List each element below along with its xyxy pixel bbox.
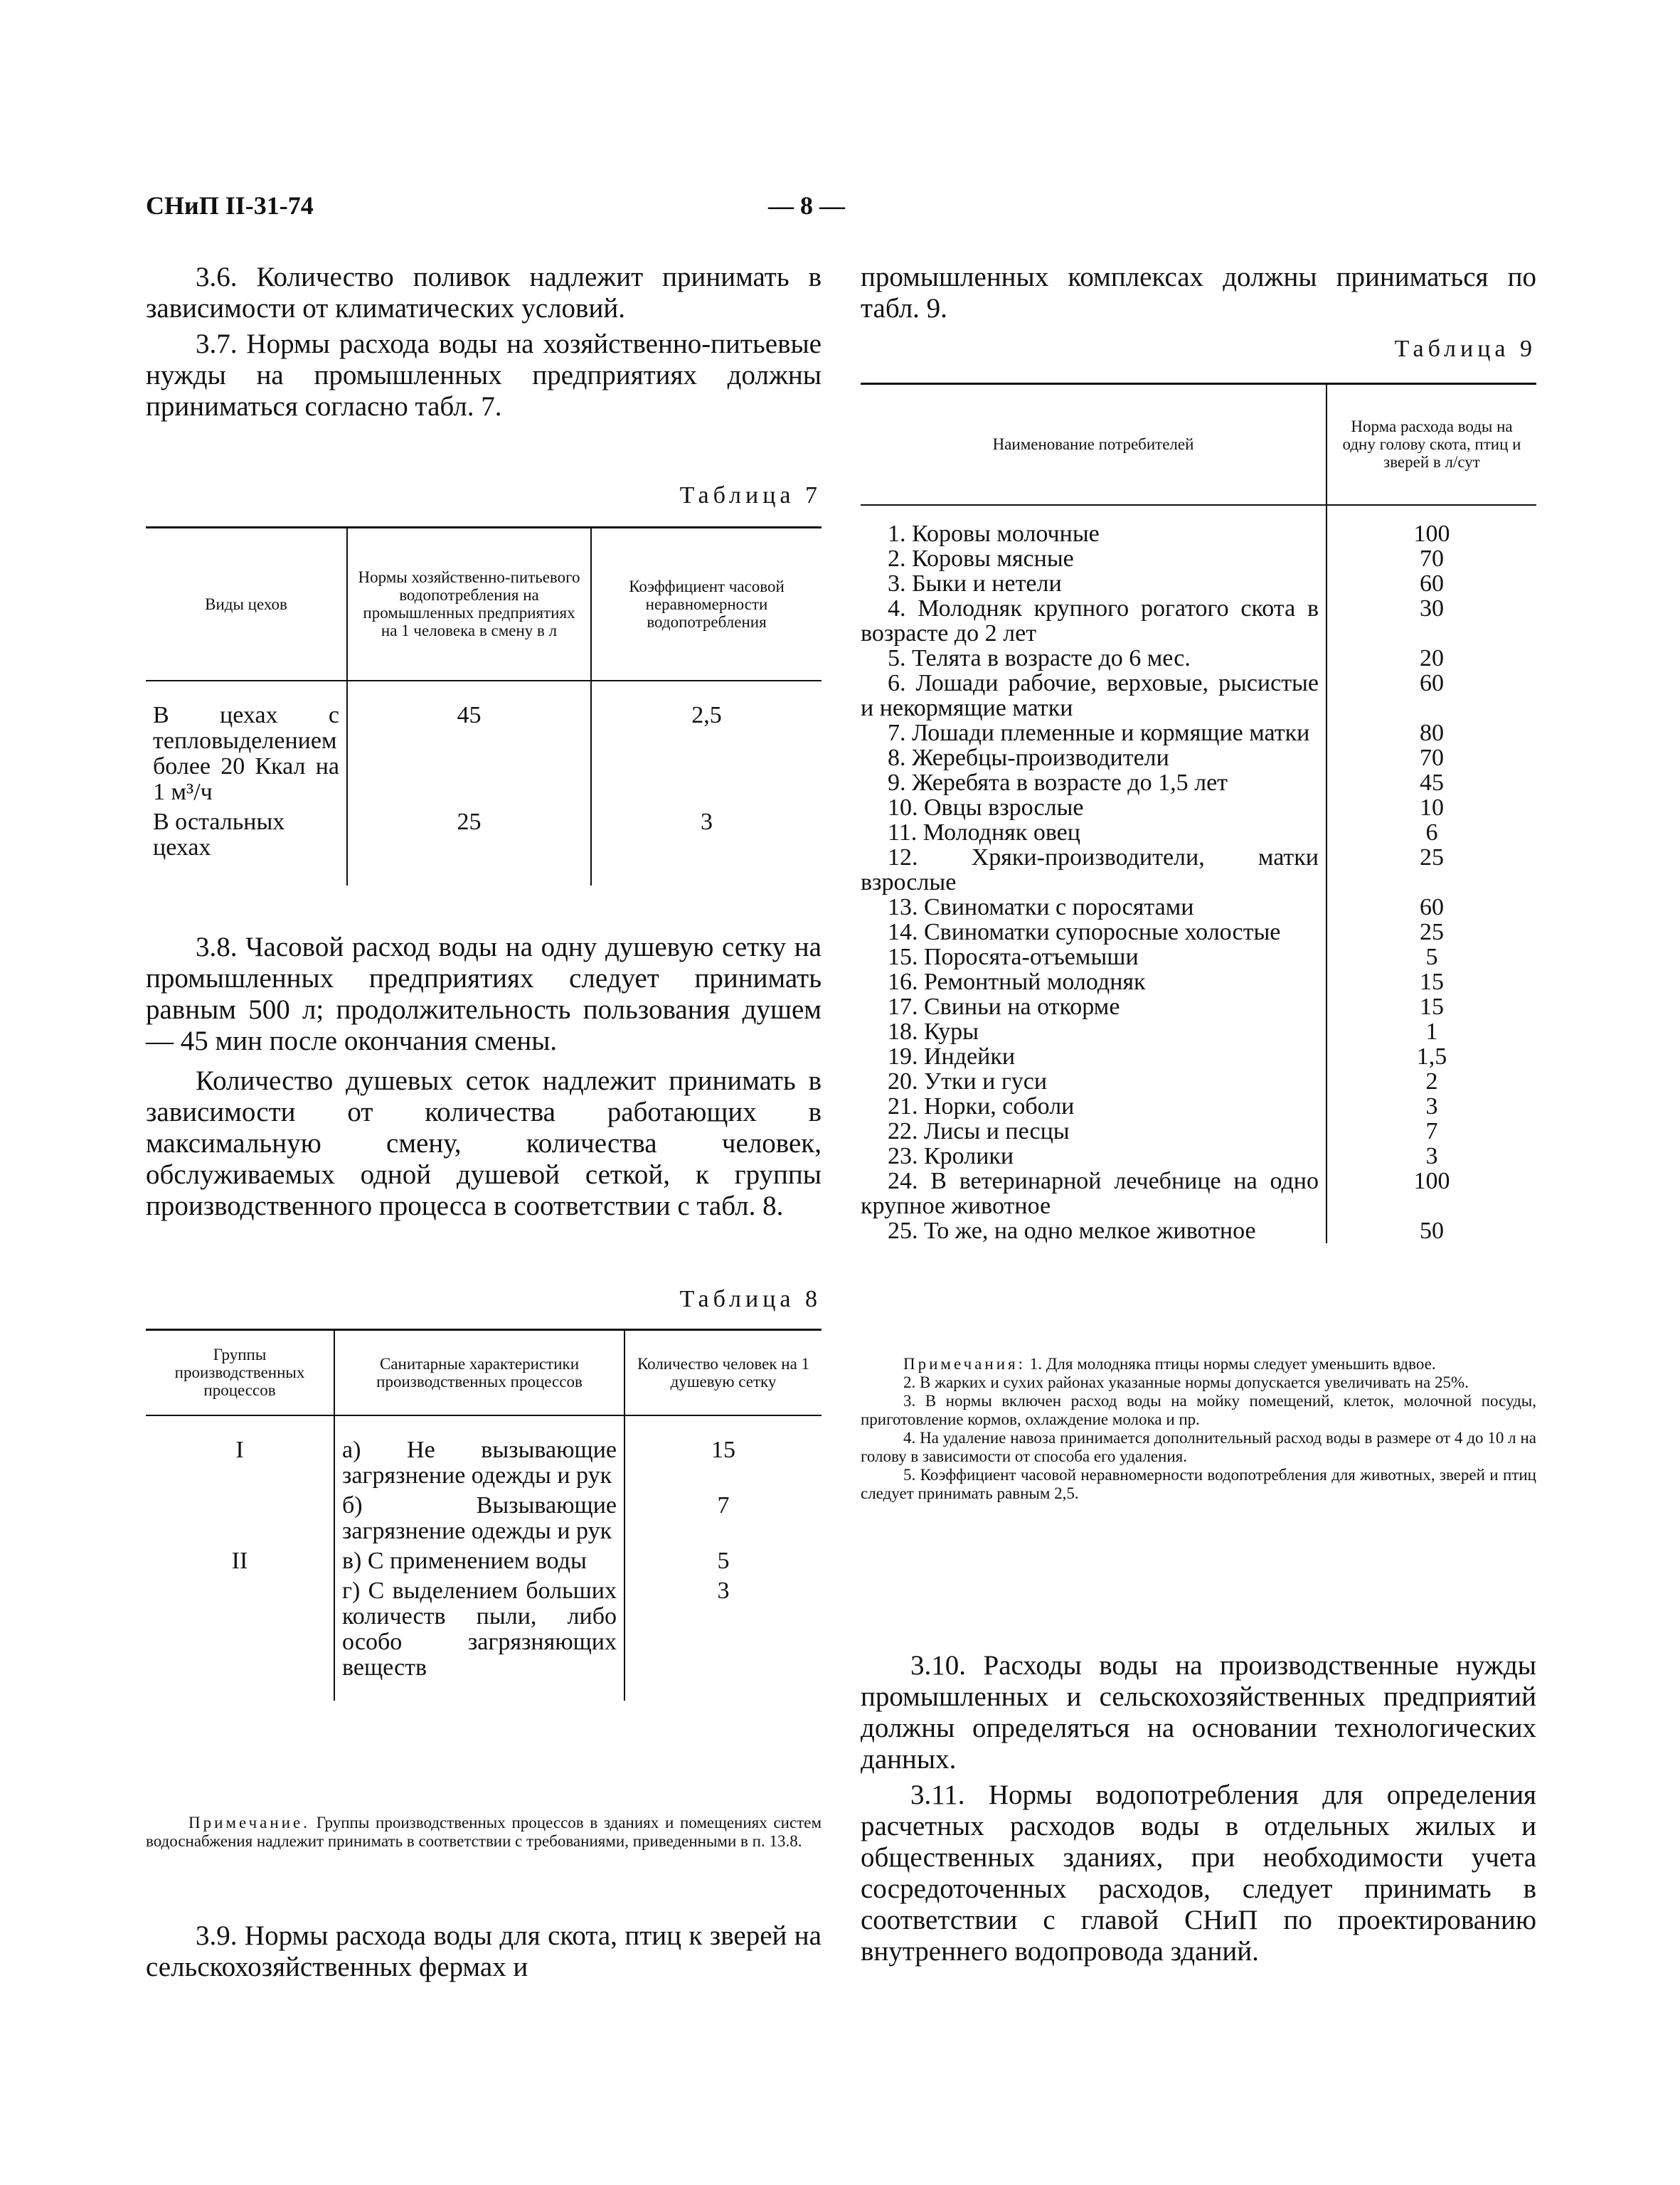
table9-consumer-name: 4. Молодняк крупного рогатого скота в возрасте до 2 лет (861, 595, 1319, 647)
table9-notes-label: Примечания: (903, 1355, 1026, 1373)
table7-header-shops: Виды цехов (205, 595, 287, 613)
paragraph-3-8: 3.8. Часовой расход воды на одну душевую сетку на промышленных предприятиях следует принимать равным 500 л; продолжительность пользования душем — 45 мин после окончания смены. (146, 932, 822, 1056)
table9-norm-value: 60 (1327, 895, 1536, 920)
table9-consumer-name: 17. Свиньи на откорме (888, 993, 1120, 1020)
table7-row2-coef: 3 (701, 808, 713, 835)
table7-row1-norm: 45 (347, 681, 591, 807)
table9-consumer-name: 11. Молодняк овец (888, 819, 1080, 846)
table9-norm-value: 70 (1327, 745, 1536, 770)
paragraph-3-9: 3.9. Нормы расхода воды для скота, птиц к зверей на сельскохозяйственных фермах и (146, 1920, 822, 1982)
table9-norm-value: 30 (1327, 596, 1536, 646)
table9-consumer-name: 9. Жеребята в возрасте до 1,5 лет (888, 769, 1228, 796)
table9-norm-value: 20 (1327, 646, 1536, 671)
paragraph-3-6: 3.6. Количество поливок надлежит принимать в зависимости от климатических условий. (146, 262, 822, 324)
table9-consumer-name: 10. Овцы взрослые (888, 794, 1084, 821)
table-row (861, 646, 1536, 671)
table8-row4-desc: г) С выделением больших количеств пыли, либо особо загрязняющих веществ (334, 1576, 624, 1701)
table-row (861, 721, 1536, 745)
table9-norm-value: 45 (1327, 770, 1536, 795)
table9-norm-value: 100 (1327, 505, 1536, 546)
table9-note-5: 5. Коэффициент часовой неравномерности водопотребления для животных, зверей и птиц следует принимать равным 2,5. (861, 1466, 1536, 1502)
table-7 (146, 526, 822, 886)
table-row (861, 1119, 1536, 1144)
table9-consumer-name: 15. Поросята-отъемыши (888, 943, 1139, 970)
table9-norm-value: 15 (1327, 969, 1536, 994)
table9-consumer-name: 22. Лисы и песцы (888, 1117, 1070, 1144)
table7-row2-norm: 25 (347, 807, 591, 886)
table7-header-coef: Коэффициент часовой неравномерности водопотребления (629, 577, 785, 631)
table-row (861, 1019, 1536, 1044)
table9-note-1: 1. Для молодняка птицы нормы следует уменьшить вдвое. (1029, 1355, 1436, 1373)
table-row (861, 770, 1536, 795)
table-row (861, 1069, 1536, 1094)
left-column-mid (146, 932, 822, 1222)
table8-row4-count: 3 (717, 1577, 730, 1604)
table8-row2-desc: б) Вызывающие загрязнение одежды и рук (334, 1491, 624, 1546)
table9-norm-value: 10 (1327, 795, 1536, 820)
table8-row2-group (146, 1491, 334, 1546)
right-column-bottom (861, 1650, 1536, 1967)
table-row (861, 1144, 1536, 1169)
table7-row2-name: В остальных цехах (153, 808, 285, 861)
left-column (146, 262, 822, 422)
table-row (861, 1169, 1536, 1218)
table-row (861, 671, 1536, 721)
table-7-caption: Таблица 7 (679, 482, 822, 509)
table9-consumer-name: 14. Свиноматки супоросные холостые (888, 918, 1281, 945)
table9-consumer-name: 24. В ветеринарной лечебнице на одно крупное животное (861, 1167, 1319, 1219)
table8-row1-group: I (235, 1436, 244, 1463)
table8-note-text: Группы производственных процессов в зданиях и помещениях систем водоснабжения надлежит принимать в соответствии с требованиями, приведенными в п. 13.8. (146, 1814, 822, 1850)
table9-consumer-name: 5. Телята в возрасте до 6 мес. (888, 644, 1191, 671)
table9-norm-value: 100 (1327, 1169, 1536, 1218)
table9-header-consumers: Наименование потребителей (992, 435, 1194, 454)
table9-note-4: 4. На удаление навоза принимается дополнительный расход воды в размере от 4 до 10 л на голову в зависимости от способа его удаления. (861, 1429, 1536, 1465)
table9-consumer-name: 3. Быки и нетели (888, 570, 1062, 597)
table9-consumer-name: 20. Утки и гуси (888, 1068, 1048, 1095)
table-row (861, 546, 1536, 571)
table8-row1-desc: а) Не вызывающие загрязнение одежды и рук (334, 1415, 624, 1491)
right-column-top (861, 262, 1536, 324)
table9-norm-value: 15 (1327, 994, 1536, 1019)
table9-norm-value: 3 (1327, 1094, 1536, 1119)
table-row (861, 945, 1536, 969)
table9-norm-value: 70 (1327, 546, 1536, 571)
table-row (861, 596, 1536, 646)
table-row (861, 571, 1536, 596)
table-8-caption: Таблица 8 (679, 1286, 822, 1312)
paragraph-3-11: 3.11. Нормы водопотребления для определения расчетных расходов воды в отдельных жилых и общественных зданиях, при необходимости учета сосредоточенных расходов, следует принимать в соответствии с главой СНиП по проектированию внутреннего водопровода зданий. (861, 1780, 1536, 1967)
table9-norm-value: 3 (1327, 1144, 1536, 1169)
table-9-caption: Таблица 9 (1394, 336, 1536, 362)
table9-norm-value: 80 (1327, 721, 1536, 745)
paragraph-3-9-cont: промышленных комплексах должны приниматься по табл. 9. (861, 262, 1536, 324)
table-8 (146, 1329, 822, 1701)
paragraph-3-8-cont: Количество душевых сеток надлежит принимать в зависимости от количества работающих в максимальную смену, количества человек, обслуживаемых одной душевой сеткой, к группы производственного процесса в соответствии с табл. 8. (146, 1065, 822, 1221)
table8-row3-group: II (231, 1547, 248, 1574)
table-row (861, 505, 1536, 546)
table-row (861, 1094, 1536, 1119)
table7-header-norms: Нормы хозяйственно-питьевого водопотребления на промышленных предприятиях на 1 человека в смену в л (347, 528, 591, 681)
table9-norm-value: 50 (1327, 1218, 1536, 1243)
table8-row2-count: 7 (717, 1492, 730, 1519)
table9-norm-value: 25 (1327, 920, 1536, 945)
table-8-note (146, 1814, 822, 1851)
paragraph-3-10: 3.10. Расходы воды на производственные нужды промышленных и сельскохозяйственных предприятий должны определяться на основании технологических данных. (861, 1650, 1536, 1775)
paragraph-3-7: 3.7. Нормы расхода воды на хозяйственно-питьевые нужды на промышленных предприятиях должны приниматься согласно табл. 7. (146, 329, 822, 422)
table-9 (861, 383, 1536, 1243)
table8-header-characteristics: Санитарные характеристики производственных процессов (334, 1330, 624, 1415)
table9-note-3: 3. В нормы включен расход воды на мойку помещений, клеток, молочной посуды, приготовление кормов, охлаждение молока и пр. (861, 1392, 1536, 1428)
table9-consumer-name: 21. Норки, соболи (888, 1092, 1075, 1120)
table7-row1-coef: 2,5 (691, 701, 722, 728)
table9-norm-value: 6 (1327, 820, 1536, 845)
table-row (861, 1218, 1536, 1243)
table7-row1-name: В цехах с тепловыделением более 20 Ккал на 1 м³/ч (153, 701, 339, 805)
table-row (861, 820, 1536, 845)
table8-row4-group (146, 1576, 334, 1701)
table9-norm-value: 25 (1327, 845, 1536, 895)
table-row (861, 845, 1536, 895)
table9-norm-value: 2 (1327, 1069, 1536, 1094)
table8-row1-count: 15 (711, 1436, 735, 1463)
table8-row3-count: 5 (717, 1547, 730, 1574)
table9-norm-value: 1 (1327, 1019, 1536, 1044)
table9-consumer-name: 23. Кролики (888, 1142, 1014, 1169)
table8-row3-desc: в) С применением воды (334, 1546, 624, 1576)
table9-consumer-name: 19. Индейки (888, 1043, 1016, 1070)
table9-norm-value: 60 (1327, 671, 1536, 721)
table8-header-count: Количество человек на 1 душевую сетку (637, 1354, 810, 1391)
table9-consumer-name: 18. Куры (888, 1018, 979, 1045)
table9-norm-value: 60 (1327, 571, 1536, 596)
table-row (861, 745, 1536, 770)
table9-consumer-name: 25. То же, на одно мелкое животное (888, 1217, 1256, 1244)
table-row (861, 969, 1536, 994)
table-9-notes (861, 1355, 1536, 1503)
left-column-bottom (146, 1920, 822, 1983)
page-number: — 8 — (768, 191, 845, 220)
table-row (861, 920, 1536, 945)
table9-consumer-name: 1. Коровы молочные (888, 520, 1100, 547)
table-row (861, 895, 1536, 920)
table9-header-norm: Норма расхода воды на одну голову скота, птиц и зверей в л/сут (1327, 384, 1536, 505)
table9-consumer-name: 12. Хряки-производители, матки взрослые (861, 844, 1319, 895)
table9-consumer-name: 16. Ремонтный молодняк (888, 968, 1146, 995)
table9-consumer-name: 13. Свиноматки с поросятами (888, 893, 1194, 920)
table-row (861, 994, 1536, 1019)
table-row (861, 795, 1536, 820)
table9-consumer-name: 2. Коровы мясные (888, 545, 1074, 572)
table9-norm-value: 7 (1327, 1119, 1536, 1144)
table8-note-label: Примечание. (188, 1814, 310, 1832)
table9-consumer-name: 7. Лошади племенные и кормящие матки (888, 719, 1310, 746)
table8-header-groups: Группы производственных процессов (174, 1346, 305, 1400)
table9-norm-value: 5 (1327, 945, 1536, 969)
table9-note-2: 2. В жарких и сухих районах указанные нормы допускается увеличивать на 25%. (903, 1373, 1469, 1391)
table9-norm-value: 1,5 (1327, 1044, 1536, 1069)
table-row (861, 1044, 1536, 1069)
table9-consumer-name: 6. Лошади рабочие, верховые, рысистые и некормящие матки (861, 669, 1319, 721)
document-code: СНиП II-31-74 (146, 191, 314, 220)
table9-consumer-name: 8. Жеребцы-производители (888, 744, 1169, 771)
